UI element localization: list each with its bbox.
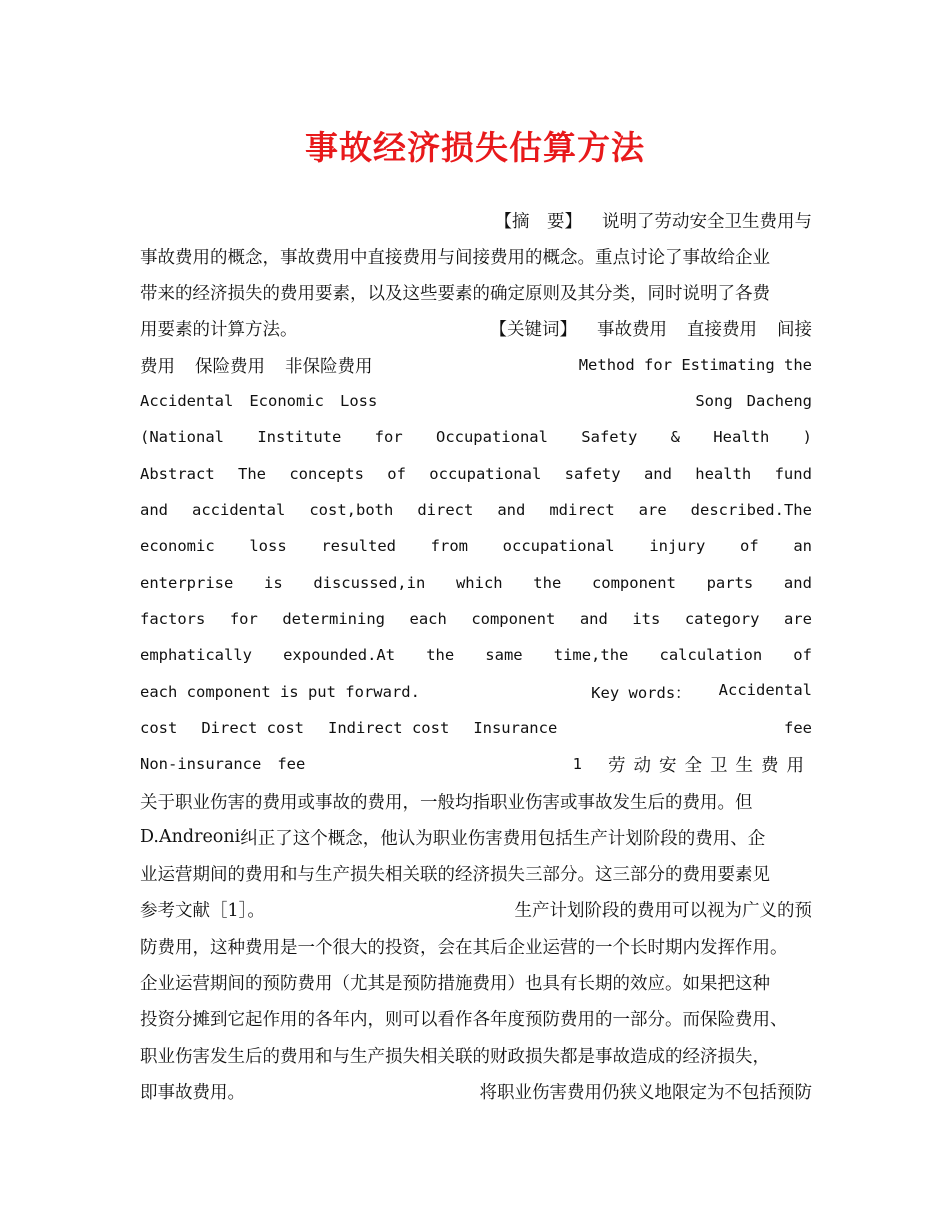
text-run: factors <box>140 610 206 628</box>
text-run: Indirect cost <box>327 719 450 737</box>
text-run: 投资分摊到它起作用的各年内，则可以看作各年度预防费用的一部分。而保险费用、 <box>140 1009 788 1030</box>
text-run: cost,both <box>309 501 394 519</box>
text-line <box>140 784 812 818</box>
section-heading: 劳动安全卫生费用 <box>608 755 812 776</box>
text-line <box>140 929 812 963</box>
text-run: 将职业伤害费用仍狭义地限定为不包括预防 <box>479 1082 812 1103</box>
text-run: fee <box>277 755 306 773</box>
text-run: safety <box>564 465 621 483</box>
text-run: discussed,in <box>313 574 426 592</box>
text-run: an <box>793 537 812 555</box>
text-line <box>140 420 812 454</box>
text-line <box>140 348 812 382</box>
text-run: parts <box>706 574 754 592</box>
text-run: Accidental <box>140 392 234 410</box>
text-run: are <box>783 610 812 628</box>
author-name: Dacheng <box>746 392 812 410</box>
keyword: 费用 <box>140 356 175 377</box>
text-run: Safety <box>581 428 638 446</box>
text-run: for <box>374 428 403 446</box>
text-line <box>140 892 812 926</box>
text-run: component <box>471 610 556 628</box>
text-run: injury <box>649 537 706 555</box>
text-run: 事故费用的概念，事故费用中直接费用与间接费用的概念。重点讨论了事故给企业 <box>140 247 770 268</box>
text-line <box>140 747 812 781</box>
text-line <box>140 529 812 563</box>
text-line <box>140 384 812 418</box>
text-run: fund <box>774 465 812 483</box>
text-line <box>140 675 812 709</box>
text-run: expounded.At <box>283 646 396 664</box>
abstract-heading: 【摘 要】 <box>494 211 582 232</box>
text-line <box>140 493 812 527</box>
text-run: direct <box>417 501 474 519</box>
text-run: loss <box>249 537 287 555</box>
text-run: Direct cost <box>201 719 304 737</box>
text-line <box>140 1074 812 1108</box>
text-run: mdirect <box>549 501 615 519</box>
document-title: 事故经济损失估算方法 <box>305 128 645 167</box>
text-run: 关于职业伤害的费用或事故的费用，一般均指职业伤害或事故发生后的费用。但 <box>140 792 753 813</box>
text-line <box>140 1001 812 1035</box>
text-run: each <box>409 610 447 628</box>
text-run: cost <box>140 719 178 737</box>
text-run: is <box>263 574 283 592</box>
text-run: 用要素的计算方法。 <box>140 319 298 340</box>
text-run: the <box>426 646 455 664</box>
text-run: the <box>533 574 562 592</box>
text-run: 参考文献［1］。 <box>140 900 265 921</box>
text-run: accidental <box>192 501 286 519</box>
text-line <box>140 566 812 600</box>
text-run: of <box>387 465 406 483</box>
author-name: Song <box>695 392 733 410</box>
text-run: economic <box>140 537 215 555</box>
text-run: and <box>579 610 608 628</box>
text-line <box>140 820 812 854</box>
text-run: 说明了劳动安全卫生费用与 <box>602 211 812 232</box>
text-run: Loss <box>339 392 378 410</box>
text-run: Health <box>713 428 770 446</box>
text-run: Economic <box>249 392 324 410</box>
text-line <box>140 856 812 890</box>
text-run: occupational <box>502 537 615 555</box>
text-run: Abstract <box>140 465 215 483</box>
text-run: Occupational <box>435 428 548 446</box>
text-run: time,the <box>553 646 629 664</box>
text-run: 防费用，这种费用是一个很大的投资，会在其后企业运营的一个长时期内发挥作用。 <box>140 937 788 958</box>
text-run: which <box>455 574 503 592</box>
text-run: calculation <box>659 646 763 664</box>
text-run: 生产计划阶段的费用可以视为广义的预 <box>514 900 812 921</box>
text-run: and <box>783 574 812 592</box>
text-run: occupational <box>429 465 542 483</box>
text-run: resulted <box>321 537 396 555</box>
text-run: 带来的经济损失的费用要素，以及这些要素的确定原则及其分类，同时说明了各费 <box>140 283 770 304</box>
text-line <box>140 965 812 999</box>
text-run: ) <box>802 428 812 446</box>
text-run: 职业伤害发生后的费用和与生产损失相关联的财政损失都是事故造成的经济损失， <box>140 1046 770 1067</box>
text-line <box>140 275 812 309</box>
text-run: and <box>497 501 526 519</box>
text-run: Accidental <box>718 681 812 699</box>
text-line <box>140 239 812 273</box>
keyword: 保险费用 <box>195 356 265 377</box>
text-run: each component is put forward. <box>140 683 420 701</box>
section-number: 1 <box>572 755 582 773</box>
text-line <box>140 311 812 345</box>
text-run: and <box>643 465 672 483</box>
text-run: Non-insurance <box>140 755 262 773</box>
text-run: & <box>670 428 680 446</box>
text-run: Insurance <box>473 719 558 737</box>
text-run: of <box>793 646 812 664</box>
text-run: 企业运营期间的预防费用（尤其是预防措施费用）也具有长期的效应。如果把这种 <box>140 973 770 994</box>
text-run: 即事故费用。 <box>140 1082 245 1103</box>
text-run: component <box>591 574 676 592</box>
text-run: category <box>684 610 760 628</box>
english-title-run: Method for Estimating the <box>578 356 812 374</box>
text-run: health <box>695 465 752 483</box>
keyword: 事故费用 <box>597 319 667 340</box>
text-run: emphatically <box>140 646 252 664</box>
text-run: 业运营期间的费用和与生产损失相关联的经济损失三部分。这三部分的费用要素见 <box>140 864 770 885</box>
text-run: (National <box>140 428 224 446</box>
text-run: 间接 <box>777 319 812 340</box>
text-run: from <box>430 537 468 555</box>
keywords-heading-en: Key words： <box>591 684 691 702</box>
text-run: same <box>485 646 523 664</box>
text-line <box>140 203 812 237</box>
text-line <box>140 602 812 636</box>
text-run: D.Andreoni <box>140 827 241 847</box>
text-run: its <box>632 610 661 628</box>
text-run: for <box>229 610 258 628</box>
text-run: are <box>638 501 667 519</box>
text-run: of <box>739 537 759 555</box>
keywords-heading: 【关键词】 <box>489 319 577 340</box>
text-line <box>140 1038 812 1072</box>
text-run: The <box>237 465 266 483</box>
keyword: 非保险费用 <box>285 356 373 377</box>
text-run: enterprise <box>140 574 234 592</box>
keyword: 直接费用 <box>687 319 757 340</box>
text-run: and <box>140 501 168 519</box>
text-run: fee <box>784 719 812 737</box>
text-run: concepts <box>289 465 364 483</box>
text-line <box>140 638 812 672</box>
text-line <box>140 457 812 491</box>
text-run: 纠正了这个概念，他认为职业伤害费用包括生产计划阶段的费用、企 <box>240 828 766 849</box>
text-run: described.The <box>690 501 812 519</box>
text-run: Institute <box>257 428 342 446</box>
text-line <box>140 711 812 745</box>
text-run: determining <box>282 610 385 628</box>
